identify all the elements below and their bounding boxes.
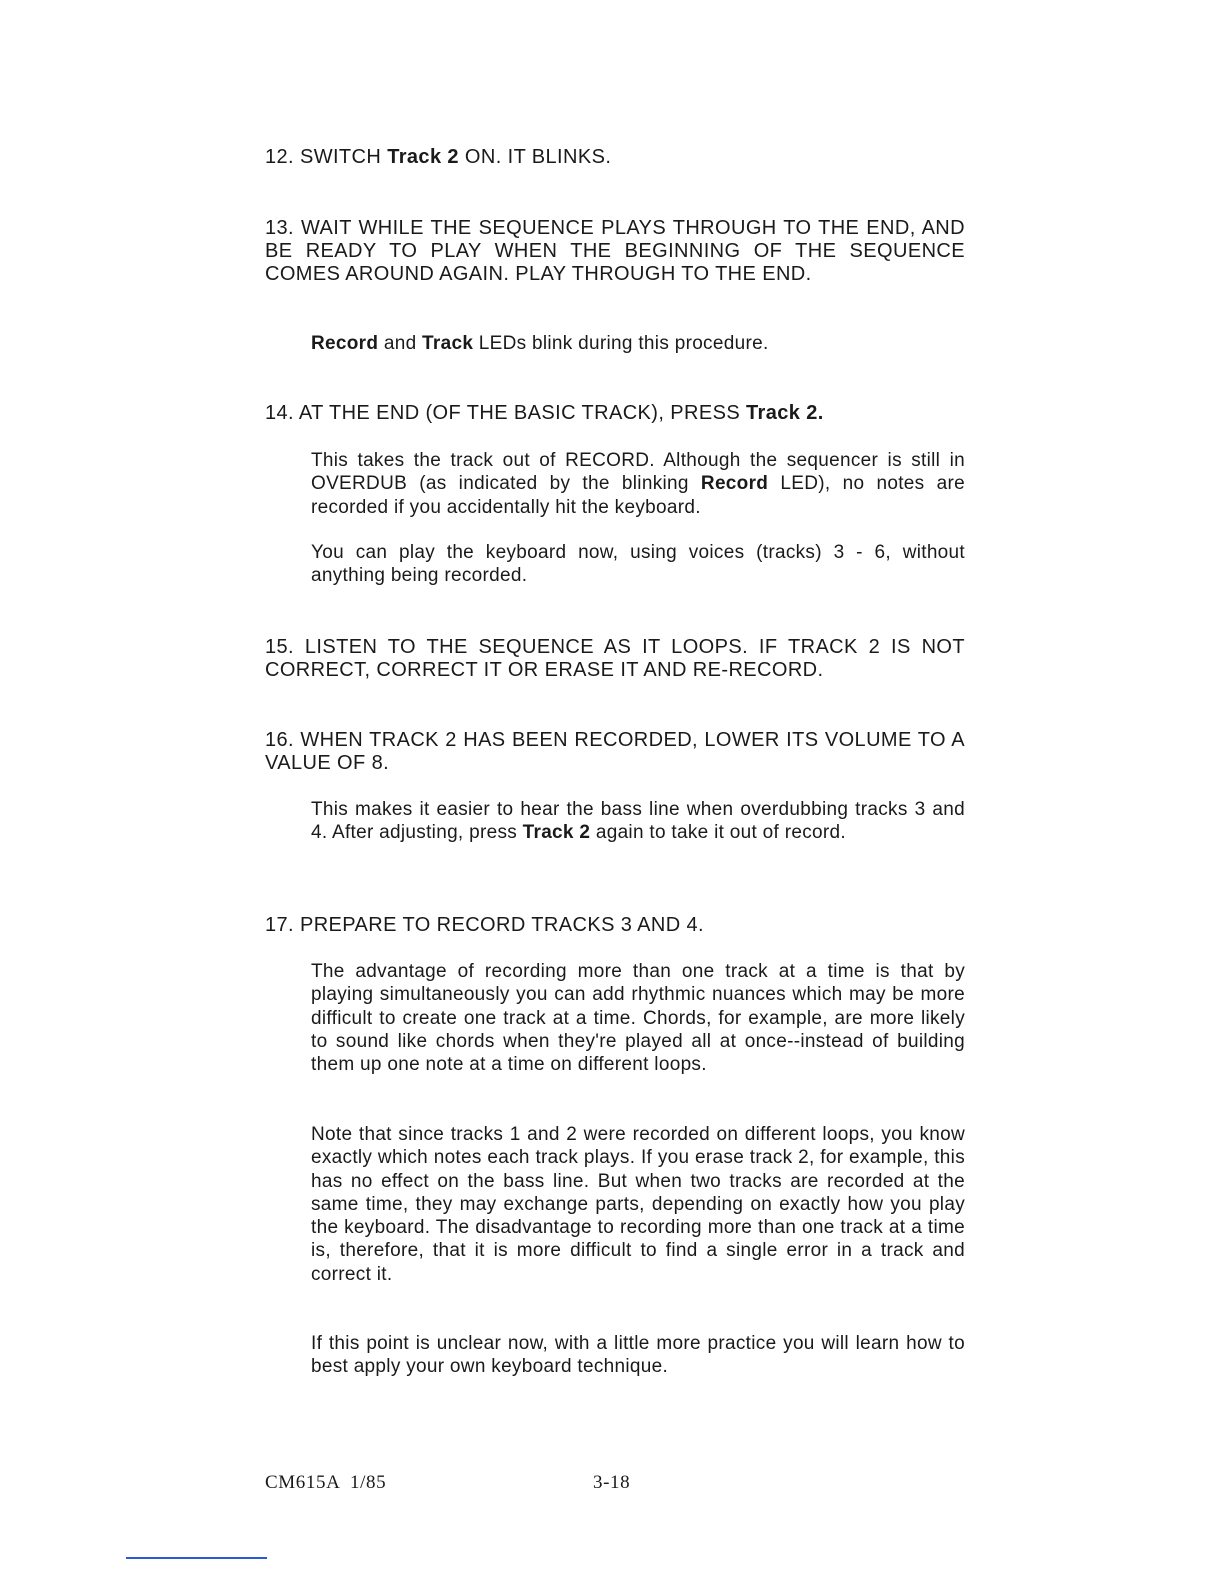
step-14-note-2: You can play the keyboard now, using voices (tracks) 3 - 6, without anything being recorded. <box>311 542 965 587</box>
step-12-text: 12. SWITCH <box>265 146 388 168</box>
document-id: CM615A 1/85 <box>265 1472 387 1493</box>
step-14-text: 14. AT THE END (OF THE BASIC TRACK), PRESS <box>265 402 747 424</box>
step-17-note-2: Note that since tracks 1 and 2 were recorded on different loops, you know exactly which notes each track plays. If you erase track 2, for example, this has no effect on the bass line. But when two tracks are recorded at the same time, they may exchange parts, depending on exactly how you play the keyboard. The disadvantage to recording more than one track at a time is, therefore, that it is more difficult to find a single error in a track and correct it. <box>311 1124 965 1285</box>
step-17-heading: 17. PREPARE TO RECORD TRACKS 3 AND 4. <box>265 914 705 936</box>
step-14-note-1-text: This takes the track out of RECORD. Although the sequencer is still in OVERDUB (as indicated by the blinking <box>311 450 965 495</box>
step-14-heading <box>265 402 965 425</box>
step-13-note-mid: and <box>378 333 423 354</box>
step-13-heading: 13. WAIT WHILE THE SEQUENCE PLAYS THROUGH TO THE END, AND BE READY TO PLAY WHEN THE BEGINNING OF THE SEQUENCE COMES AROUND AGAIN. PLAY THROUGH TO THE END. <box>265 217 965 285</box>
step-12-text-end: ON. IT BLINKS. <box>458 146 612 168</box>
step-14-note-1-bold: Record <box>700 473 769 495</box>
step-16-heading: 16. WHEN TRACK 2 HAS BEEN RECORDED, LOWER ITS VOLUME TO A VALUE OF 8. <box>265 729 965 774</box>
step-12-heading <box>265 146 965 169</box>
step-13-note-text: LEDs blink during this procedure. <box>473 333 769 354</box>
step-17-note-3: If this point is unclear now, with a little more practice you will learn how to best apply your own keyboard technique. <box>311 1333 965 1378</box>
step-13-note <box>311 332 965 355</box>
step-16-note-bold: Track 2 <box>522 822 591 844</box>
page-number: 3-18 <box>593 1472 631 1493</box>
step-13-note-bold-track: Track <box>422 333 474 354</box>
step-14-note-1 <box>311 449 965 519</box>
step-14-bold: Track 2. <box>746 402 824 424</box>
bottom-rule <box>126 1557 267 1559</box>
step-16-note-text: This makes it easier to hear the bass line when overdubbing tracks 3 and 4. After adjusting, press <box>311 799 965 844</box>
step-13-note-bold-record: Record <box>311 333 379 354</box>
step-14-note-1-text-end: LED), no notes are recorded if you accidentally hit the keyboard. <box>311 473 965 518</box>
step-16-note-text-end: again to take it out of record. <box>590 822 846 844</box>
step-16-note <box>311 798 965 845</box>
step-17-note-1: The advantage of recording more than one track at a time is that by playing simultaneously you can add rhythmic nuances which may be more difficult to create one track at a time. Chords, for example, are more likely to sound like chords when they're played all at once--instead of building them up one note at a time on different loops. <box>311 961 965 1076</box>
step-15-heading: 15. LISTEN TO THE SEQUENCE AS IT LOOPS. IF TRACK 2 IS NOT CORRECT, CORRECT IT OR ERASE IT AND RE-RECORD. <box>265 636 965 681</box>
step-12-bold: Track 2 <box>387 146 459 168</box>
